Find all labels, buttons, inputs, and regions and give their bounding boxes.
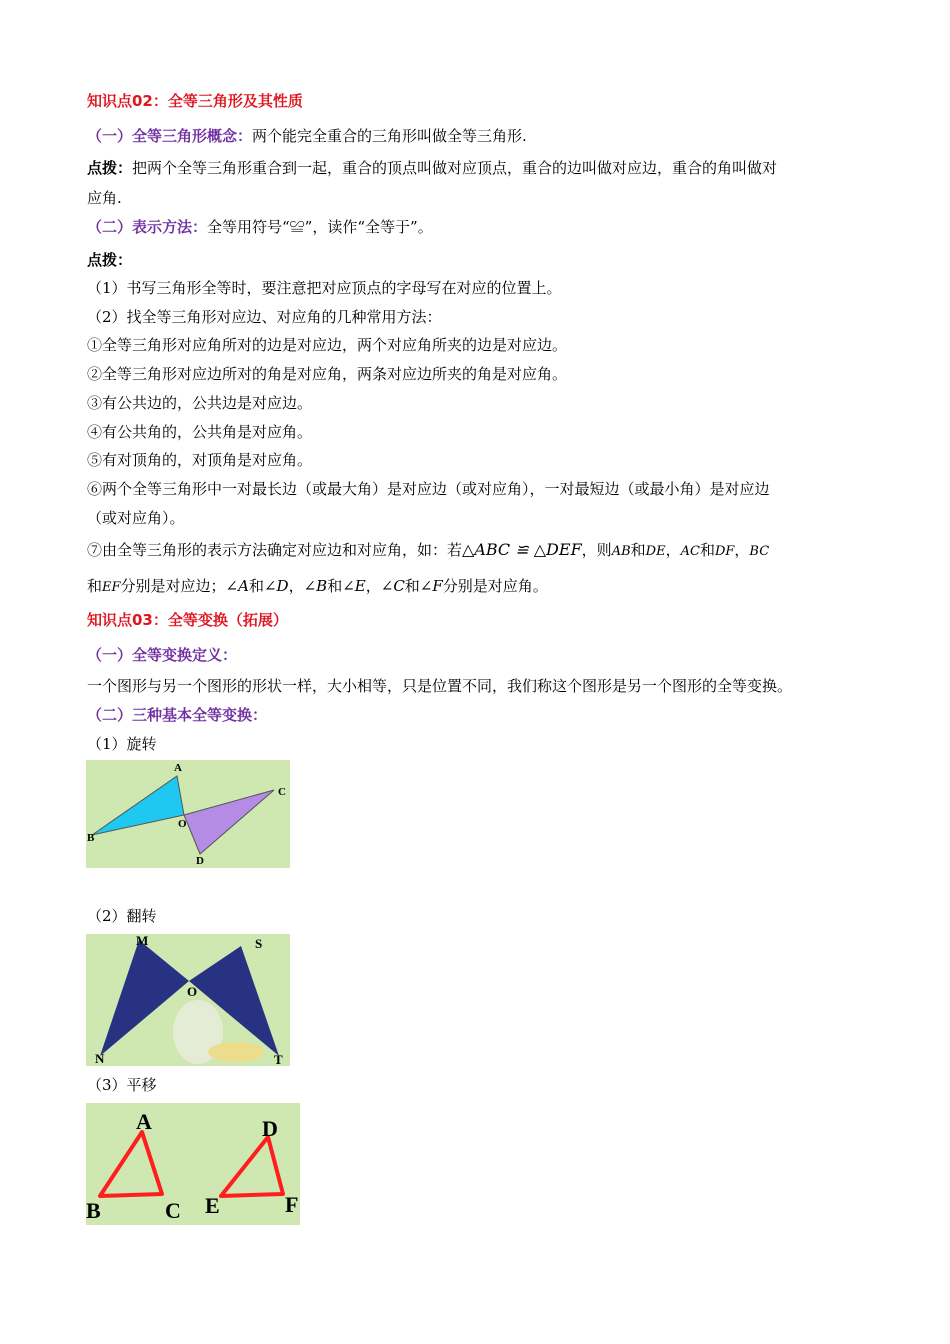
item7-and: 和: [327, 577, 343, 595]
label-D: D: [196, 855, 204, 867]
label-C: C: [278, 786, 286, 798]
item7-and: 和: [699, 541, 715, 559]
translation-figure: [86, 1103, 300, 1225]
item7-angA: ∠A: [225, 577, 249, 595]
item7-ef: EF: [102, 580, 121, 595]
list-item: ⑤有对顶角的，对顶角是对应角。: [87, 451, 313, 469]
list-item: （2）找全等三角形对应边、对应角的几种常用方法：: [87, 308, 442, 326]
label-B: B: [86, 1198, 101, 1223]
item7-angD: ∠D: [263, 577, 289, 595]
item7-and: 和: [87, 577, 103, 595]
item7-angC: ∠C: [380, 577, 405, 595]
item7-bc: BC: [749, 544, 770, 559]
tip-label: 点拨：: [87, 159, 133, 177]
list-item: ①全等三角形对应角所对的边是对应边，两个对应角所夹的边是对应边。: [87, 336, 568, 354]
flip-label: （2）翻转: [87, 907, 157, 925]
item7-prefix: ⑦由全等三角形的表示方法确定对应边和对应角，如：若: [87, 541, 463, 559]
item7-suffix: 分别是对应角。: [442, 577, 548, 595]
item7-ab: AB: [611, 544, 631, 559]
item7-mid: ，则: [581, 541, 612, 559]
item7-formula: △ABC ≌ △DEF: [462, 540, 582, 559]
item7-line2-mid: 分别是对应边；: [120, 577, 226, 595]
list-item: ⑥两个全等三角形中一对最长边（或最大角）是对应边（或对应角），一对最短边（或最小角）是对应边: [87, 480, 770, 498]
label-T: T: [274, 1052, 283, 1066]
item7-angE: ∠E: [342, 577, 366, 595]
tip-paragraph-line1: [87, 158, 777, 178]
label-C: C: [165, 1198, 181, 1223]
item7-comma: ，: [665, 541, 681, 559]
label-O: O: [187, 984, 198, 999]
notation-text: 全等用符号“≌”，读作“全等于”。: [207, 218, 433, 236]
label-A: A: [136, 1109, 152, 1134]
concept-text: 两个能完全重合的三角形叫做全等三角形.: [252, 127, 527, 145]
label-S: S: [255, 936, 263, 951]
item7-and: 和: [630, 541, 646, 559]
item7-comma: ，: [365, 577, 381, 595]
list-item: （或对应角）。: [87, 509, 185, 527]
item7-comma: ，: [734, 541, 750, 559]
item7-line2: [87, 576, 548, 598]
item7-and: 和: [248, 577, 264, 595]
label-F: F: [285, 1192, 299, 1217]
background-banana: [208, 1042, 264, 1062]
item7-and: 和: [404, 577, 420, 595]
label-O: O: [178, 818, 187, 830]
label-N: N: [95, 1051, 105, 1066]
types-label: （二）三种基本全等变换：: [87, 706, 268, 724]
item7-ac: AC: [680, 544, 700, 559]
concept-label: （一）全等三角形概念：: [87, 127, 253, 145]
list-item: ②全等三角形对应边所对的角是对应角，两条对应边所夹的角是对应角。: [87, 365, 568, 383]
tip-text: 把两个全等三角形重合到一起，重合的顶点叫做对应顶点，重合的边叫做对应边，重合的角叫做对: [132, 159, 778, 177]
item7-angB: ∠B: [303, 577, 328, 595]
notation-paragraph: [87, 217, 433, 237]
list-item: ④有公共角的，公共角是对应角。: [87, 423, 313, 441]
definition-label: （一）全等变换定义：: [87, 646, 238, 664]
translation-label: （3）平移: [87, 1076, 157, 1094]
flip-figure: [86, 934, 290, 1066]
item7-df: DF: [714, 544, 735, 559]
label-M: M: [136, 934, 149, 948]
definition-text: 一个图形与另一个图形的形状一样，大小相等，只是位置不同，我们称这个图形是另一个图形的全等变换。: [87, 677, 793, 695]
label-A: A: [174, 762, 182, 774]
list-item: （1）书写三角形全等时，要注意把对应顶点的字母写在对应的位置上。: [87, 279, 562, 297]
section02-title: 知识点02：全等三角形及其性质: [87, 92, 303, 110]
tip-paragraph-line2: 应角.: [87, 189, 122, 207]
item7-de: DE: [645, 544, 666, 559]
section03-title: 知识点03：全等变换（拓展）: [87, 611, 288, 629]
rotation-figure: [86, 760, 290, 868]
label-E: E: [205, 1193, 220, 1218]
concept-paragraph: [87, 126, 527, 146]
label-D: D: [262, 1116, 278, 1141]
item7-angF: ∠F: [419, 577, 443, 595]
item7-line1: [87, 540, 769, 562]
item7-comma: ，: [288, 577, 304, 595]
label-B: B: [87, 832, 95, 844]
list-item: ③有公共边的，公共边是对应边。: [87, 394, 313, 412]
rotation-label: （1）旋转: [87, 735, 157, 753]
tip2-label: 点拨：: [87, 251, 133, 269]
notation-label: （二）表示方法：: [87, 218, 208, 236]
